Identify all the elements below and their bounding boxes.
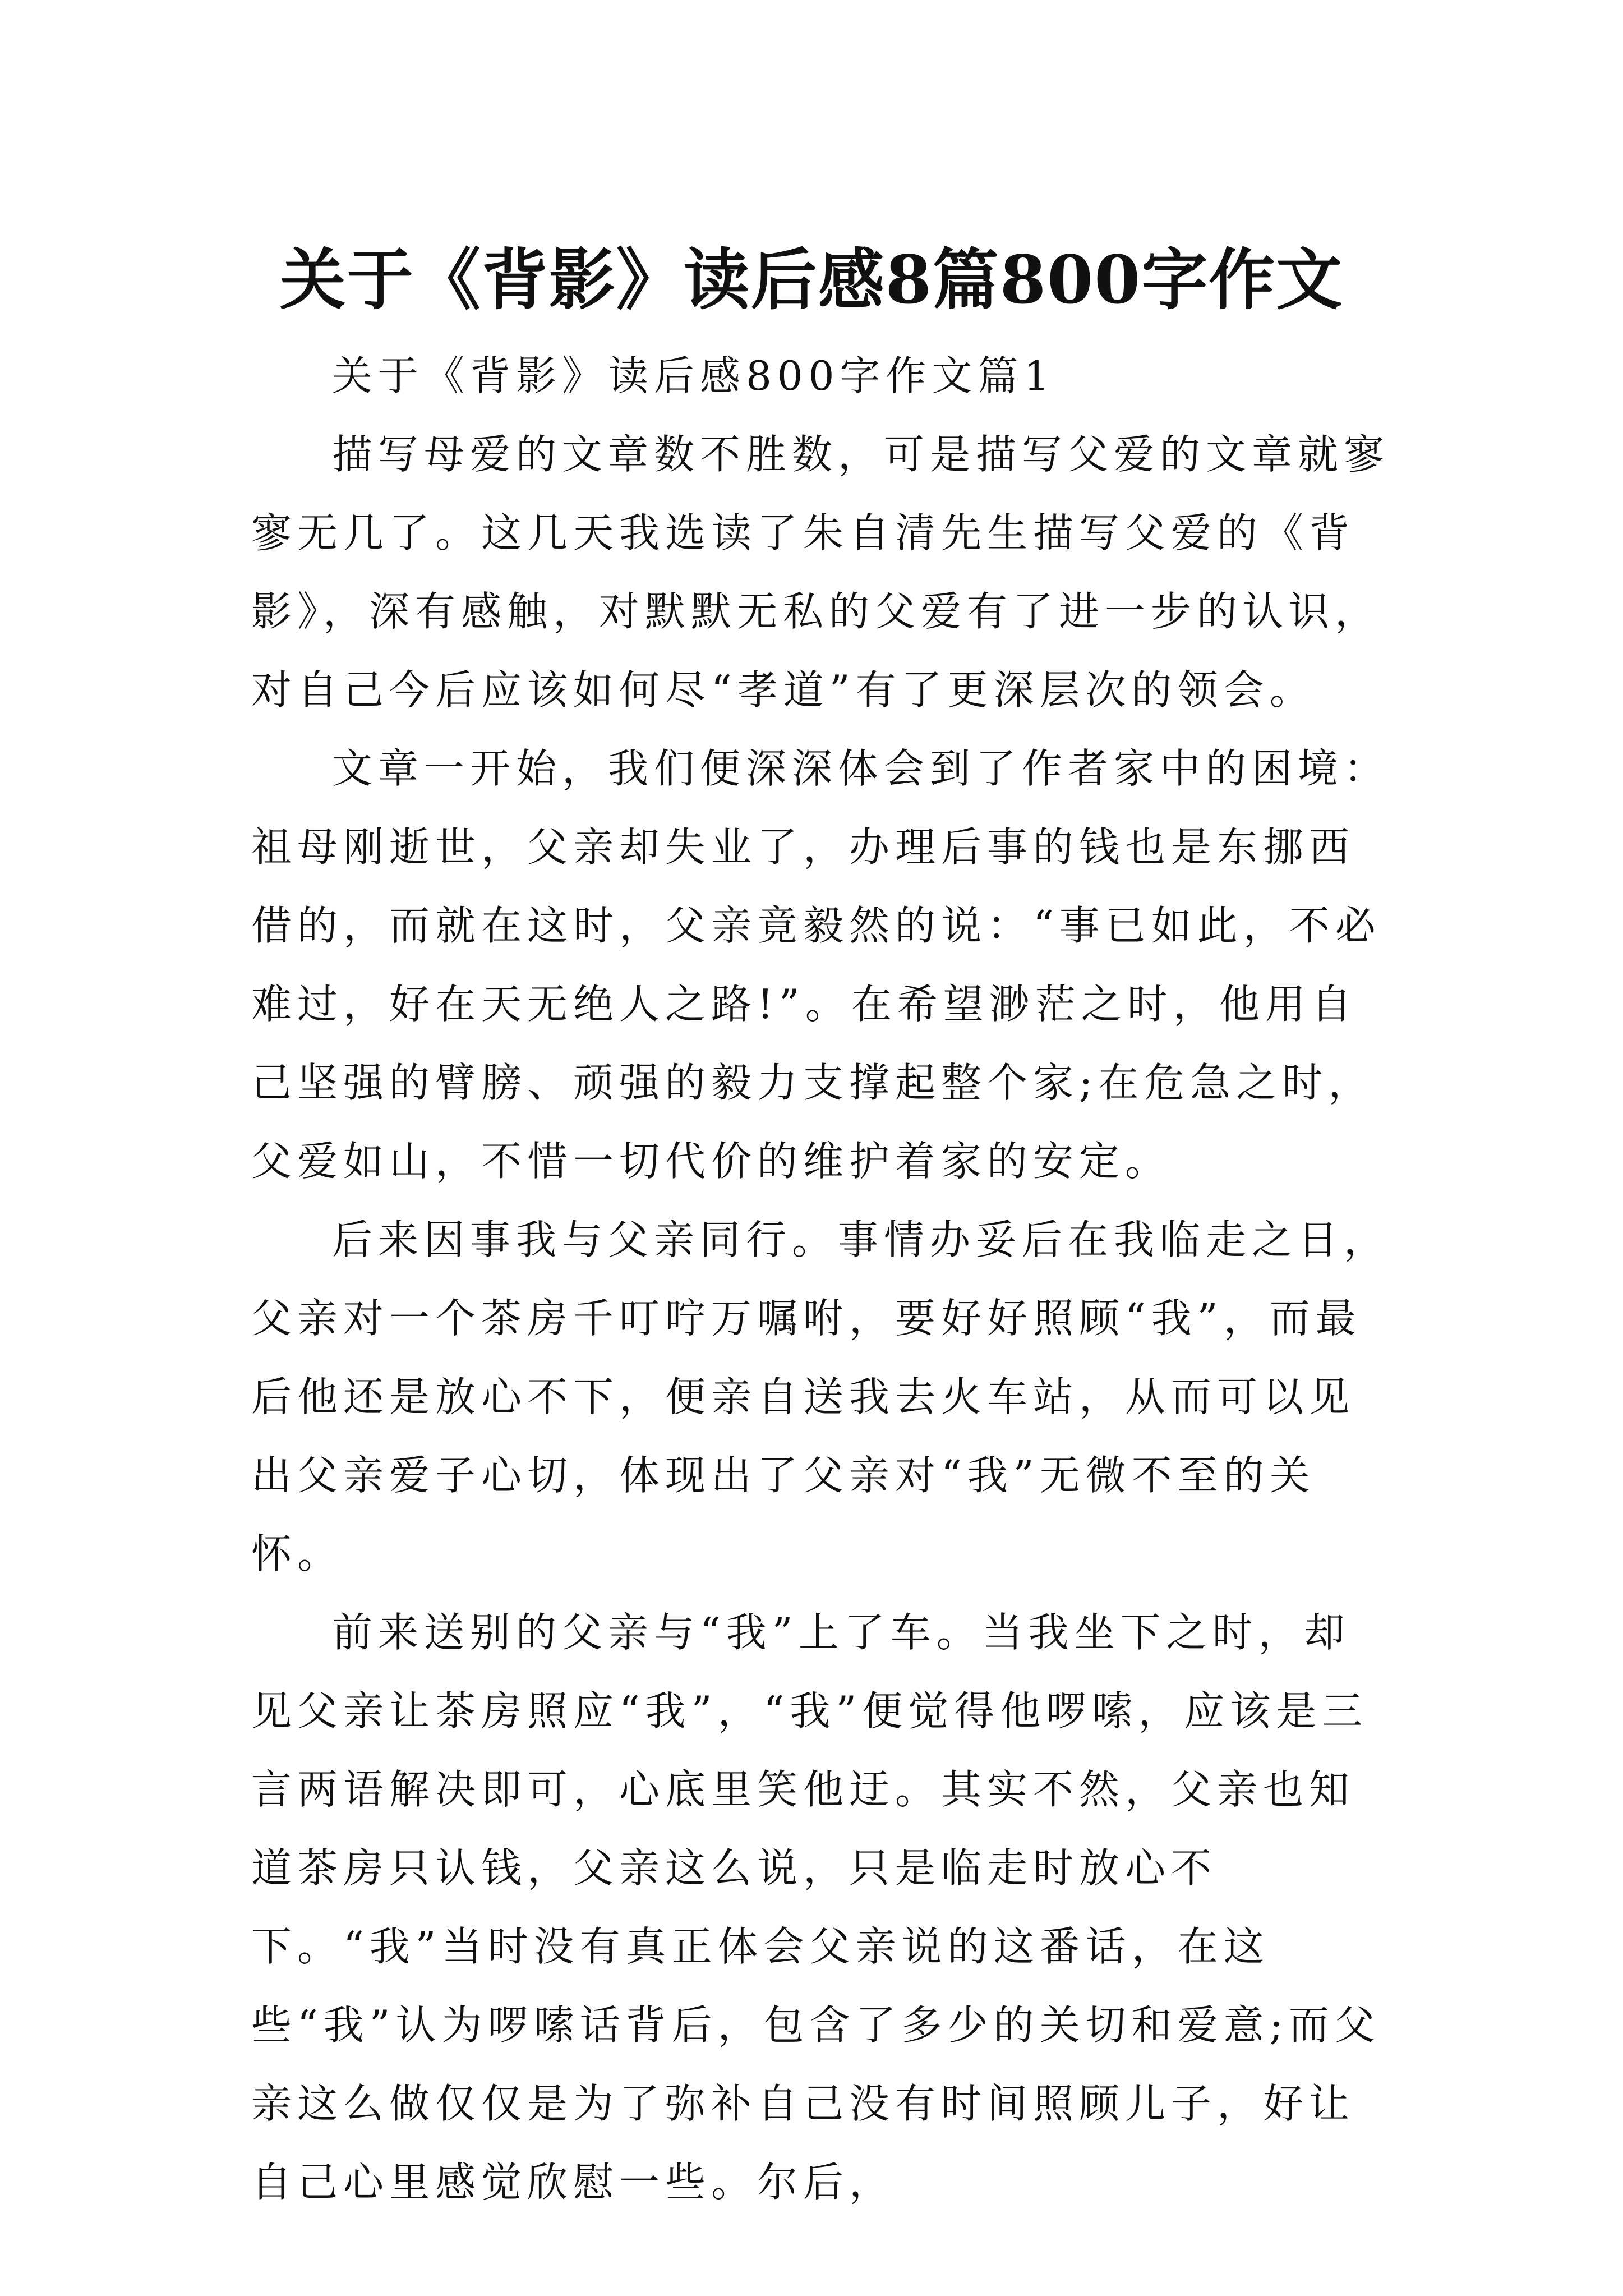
paragraph: 文章一开始，我们便深深体会到了作者家中的困境：祖母刚逝世，父亲却失业了，办理后事的钱也是东挪西借的，而就在这时，父亲竟毅然的说：“事已如此，不必难过，好在天无绝人之路!”。在希望渺茫之时，他用自己坚强的臂膀、顽强的毅力支撑起整个家;在危急之时，父爱如山，不惜一切代价的维护着家的安定。: [251, 745, 1390, 1185]
document-title: 关于《背影》读后感8篇800字作文: [279, 241, 1344, 319]
paragraph: 描写母爱的文章数不胜数，可是描写父爱的文章就寥寥无几了。这几天我选读了朱自清先生描写父爱的《背影》，深有感触，对默默无私的父爱有了进一步的认识， 对自己今后应该如何尽“孝道”有了更深层次的领会。: [251, 431, 1390, 714]
section-heading: 关于《背影》读后感800字作文篇1: [332, 352, 1055, 399]
paragraph: 前来送别的父亲与“我”上了车。当我坐下之时，却见父亲让茶房照应“我”，“我”便觉得他啰嗦，应该是三言两语解决即可，心底里笑他迂。其实不然，父亲也知道茶房只认钱，父亲这么说，只是临走时放心不下。“我”当时没有真正体会父亲说的这番话，在这些“我”认为啰嗦话背后，包含了多少的关切和爱意;而父亲这么做仅仅是为了弥补自己没有时间照顾儿子，好让自己心里感觉欣慰一些。尔后，: [251, 1609, 1381, 2206]
paragraph: 后来因事我与父亲同行。事情办妥后在我临走之日，父亲对一个茶房千叮咛万嘱咐，要好好照顾“我”，而最后他还是放心不下，便亲自送我去火车站，从而可以见出父亲爱子心切，体现出了父亲对“我”无微不至的关怀。: [251, 1216, 1390, 1577]
document-body: [251, 337, 1390, 2221]
